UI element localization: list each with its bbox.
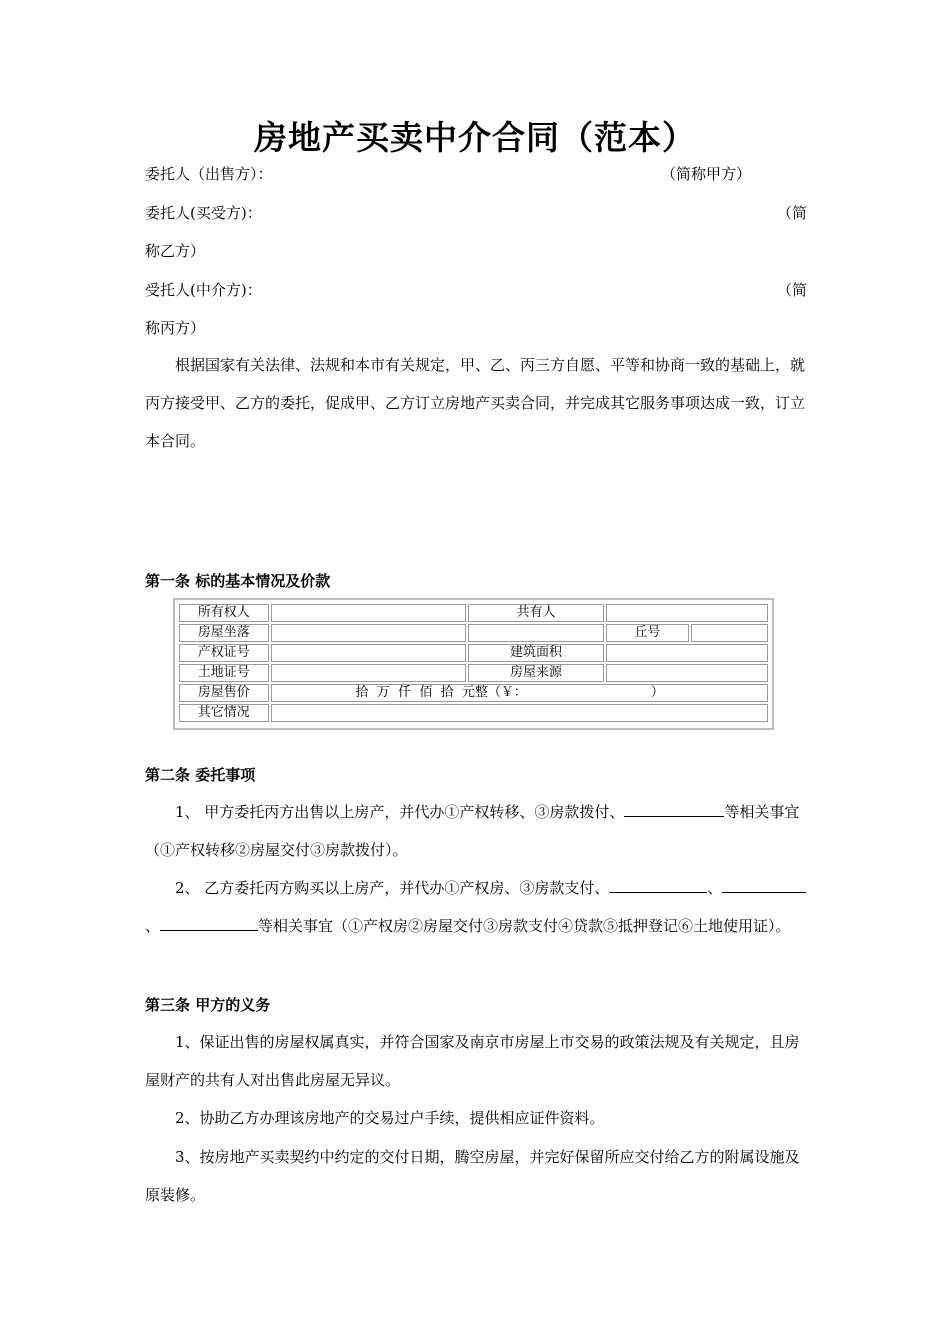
table-row bbox=[179, 644, 768, 662]
article2-item2 bbox=[145, 869, 807, 945]
seller-label: 委托人（出售方）： bbox=[145, 165, 273, 183]
separator: 、 bbox=[707, 879, 723, 897]
article3-item3: 3、按房地产买卖契约中约定的交付日期，腾空房屋，并完好保留所应交付给乙方的附属设施及原装修。 bbox=[145, 1148, 800, 1204]
building-area-label: 建筑面积 bbox=[468, 644, 604, 662]
intro-paragraph: 根据国家有关法律、法规和本市有关规定，甲、乙、丙三方自愿、平等和协商一致的基础上，就丙方接受甲、乙方的委托，促成甲、乙方订立房地产买卖合同，并完成其它服务事项达成一致，订立本合同。 bbox=[145, 356, 806, 450]
table-row bbox=[179, 664, 768, 682]
table-row bbox=[179, 624, 768, 642]
article2-item1-start: 1、 甲方委托丙方出售以上房产，并代办①产权转移、③房款拨付、 bbox=[175, 803, 625, 821]
article2-item2-start: 2、 乙方委托丙方购买以上房产，并代办①产权房、③房款支付、 bbox=[175, 879, 610, 897]
article1-heading: 第一条 标的基本情况及价款 bbox=[145, 572, 331, 590]
location-field-extra[interactable] bbox=[468, 624, 604, 642]
article2-item1 bbox=[145, 793, 807, 869]
plot-no-field[interactable] bbox=[691, 624, 768, 642]
separator: 、 bbox=[145, 917, 161, 935]
other-label: 其它情况 bbox=[179, 704, 269, 722]
buyer-abbr-start: （简 bbox=[777, 204, 808, 222]
agent-abbr-end: 称丙方） bbox=[145, 319, 206, 337]
house-source-label: 房屋来源 bbox=[468, 664, 604, 682]
building-area-field[interactable] bbox=[606, 644, 768, 662]
land-cert-field[interactable] bbox=[271, 664, 466, 682]
blank-line[interactable] bbox=[609, 878, 707, 893]
table-row bbox=[179, 604, 768, 622]
table-row bbox=[179, 684, 768, 702]
land-cert-label: 土地证号 bbox=[179, 664, 269, 682]
buyer-abbr-end: 称乙方） bbox=[145, 242, 206, 260]
table-row bbox=[179, 704, 768, 722]
page-title: 房地产买卖中介合同（范本） bbox=[254, 118, 696, 157]
article2-item2-end: 等相关事宜（①产权房②房屋交付③房款支付④贷款⑤抵押登记⑥土地使用证）。 bbox=[258, 917, 791, 935]
blank-line[interactable] bbox=[160, 916, 258, 931]
agent-abbr-start: （简 bbox=[777, 281, 808, 299]
owner-field[interactable] bbox=[271, 604, 466, 622]
title-cert-label: 产权证号 bbox=[179, 644, 269, 662]
location-label: 房屋坐落 bbox=[179, 624, 269, 642]
title-cert-field[interactable] bbox=[271, 644, 466, 662]
house-source-field[interactable] bbox=[606, 664, 768, 682]
blank-line[interactable] bbox=[624, 802, 724, 817]
agent-label: 受托人(中介方)： bbox=[145, 281, 262, 299]
location-field[interactable] bbox=[271, 624, 466, 642]
price-label: 房屋售价 bbox=[179, 684, 269, 702]
price-field[interactable]: 拾 万 仟 佰 拾 元整（￥： ） bbox=[271, 684, 768, 702]
plot-no-label: 丘号 bbox=[606, 624, 688, 642]
other-field[interactable] bbox=[271, 704, 768, 722]
buyer-label: 委托人(买受方)： bbox=[145, 204, 262, 222]
blank-line[interactable] bbox=[722, 878, 806, 893]
property-table bbox=[173, 598, 774, 730]
article3-item1: 1、保证出售的房屋权属真实，并符合国家及南京市房屋上市交易的政策法规及有关规定，且房屋财产的共有人对出售此房屋无异议。 bbox=[145, 1033, 800, 1089]
article2-item1-end: 等相关事宜（①产权转移②房屋交付③房款拨付）。 bbox=[145, 803, 800, 859]
co-owner-label: 共有人 bbox=[468, 604, 604, 622]
owner-label: 所有权人 bbox=[179, 604, 269, 622]
article3-heading: 第三条 甲方的义务 bbox=[145, 996, 271, 1014]
article2-heading: 第二条 委托事项 bbox=[145, 766, 256, 784]
article3-item2: 2、协助乙方办理该房地产的交易过户手续，提供相应证件资料。 bbox=[175, 1109, 605, 1127]
co-owner-field[interactable] bbox=[606, 604, 768, 622]
seller-abbr: （简称甲方） bbox=[661, 165, 752, 183]
